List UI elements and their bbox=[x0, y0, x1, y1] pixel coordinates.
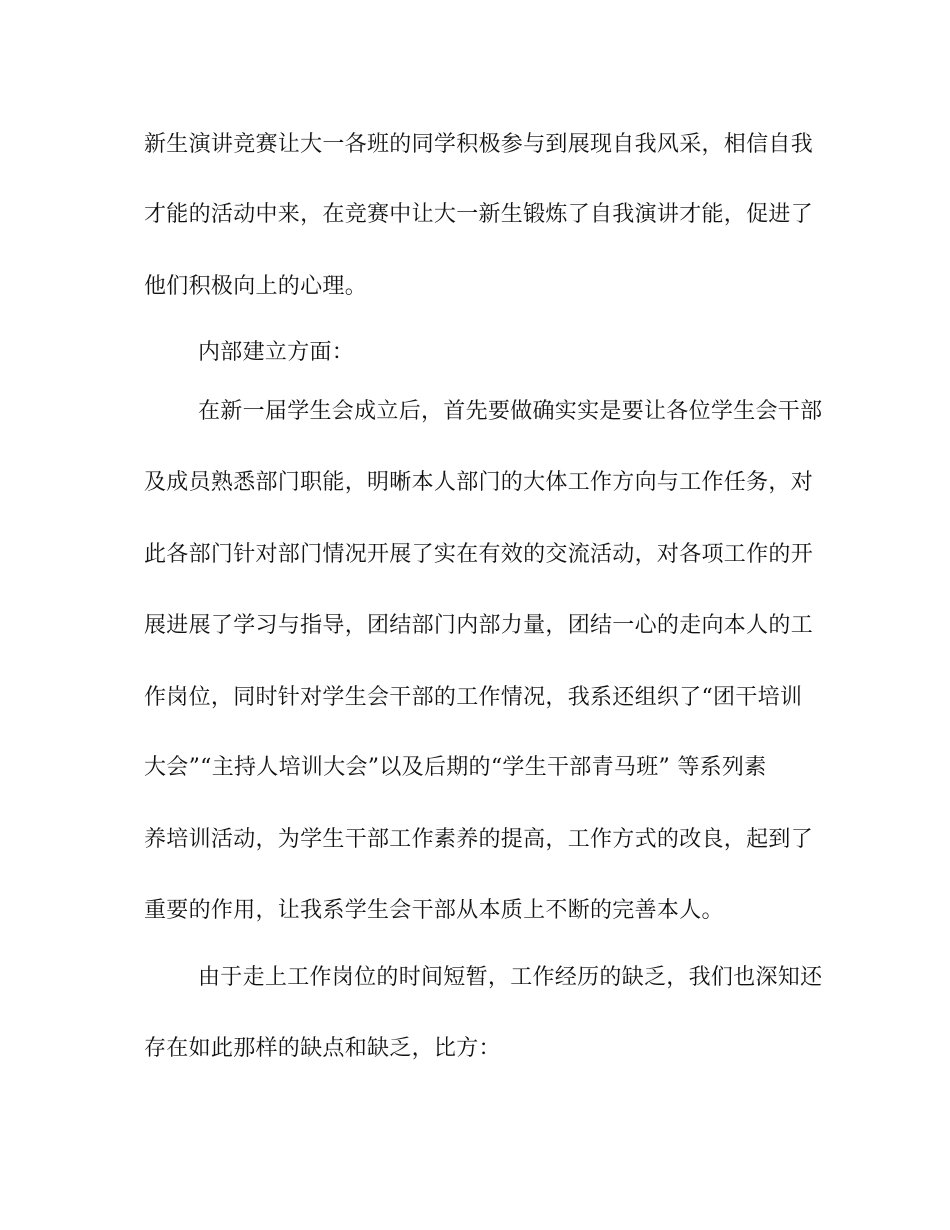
paragraph-line: 才能的活动中来，在竞赛中让大一新生锻炼了自我演讲才能，促进了 bbox=[144, 202, 814, 227]
paragraph-line: 大会”“主持人培训大会”以及后期的“学生干部青马班” 等系列素 bbox=[144, 755, 767, 780]
paragraph-line: 由于走上工作岗位的时间短暂，工作经历的缺乏，我们也深知还 bbox=[198, 965, 823, 990]
paragraph-line: 此各部门针对部门情况开展了实在有效的交流活动，对各项工作的开 bbox=[144, 542, 814, 567]
paragraph-line: 在新一届学生会成立后，首先要做确实实是要让各位学生会干部 bbox=[198, 399, 823, 424]
paragraph-line: 他们积极向上的心理。 bbox=[144, 274, 368, 299]
paragraph-line: 展进展了学习与指导，团结部门内部力量，团结一心的走向本人的工 bbox=[144, 613, 814, 638]
paragraph-line: 重要的作用，让我系学生会干部从本质上不断的完善本人。 bbox=[144, 898, 724, 923]
paragraph-line: 存在如此那样的缺点和缺乏，比方： bbox=[144, 1036, 501, 1061]
paragraph-line: 养培训活动，为学生干部工作素养的提高，工作方式的改良，起到了 bbox=[144, 827, 814, 852]
paragraph-line: 新生演讲竞赛让大一各班的同学积极参与到展现自我风采，相信自我 bbox=[144, 132, 814, 157]
paragraph-line: 作岗位，同时针对学生会干部的工作情况，我系还组织了“团干培训 bbox=[144, 685, 803, 710]
paragraph-line: 及成员熟悉部门职能，明晰本人部门的大体工作方向与工作任务，对 bbox=[144, 470, 814, 495]
section-heading: 内部建立方面： bbox=[198, 340, 355, 365]
